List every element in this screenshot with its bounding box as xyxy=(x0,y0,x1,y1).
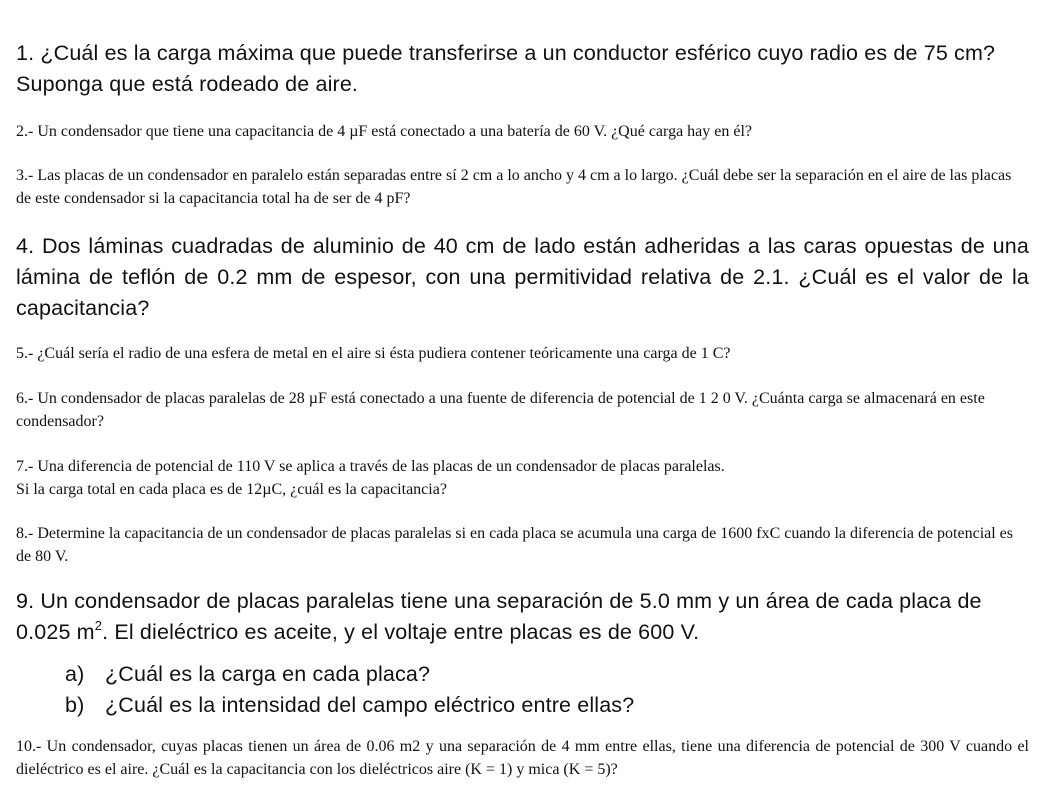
question-3: 3.- Las placas de un condensador en paralelo están separadas entre sí 2 cm a lo ancho y 4 cm a lo largo. ¿Cuál debe ser la separación en el aire de las placas de este condensador si la capacitancia total ha de ser de 4 pF? xyxy=(16,167,1012,207)
question-10: 10.- Un condensador, cuyas placas tienen un área de 0.06 m2 y una separación de 4 mm entre ellas, tiene una diferencia de potencial de 300 V cuando el dieléctrico es el aire. ¿Cuál es la capacitancia con los dieléctricos aire (K = 1) y mica (K = 5)? xyxy=(16,738,1029,778)
item-text: ¿Cuál es la carga en cada placa? xyxy=(105,662,431,686)
question-1: 1. ¿Cuál es la carga máxima que puede transferirse a un conductor esférico cuyo radio es de 75 cm? Suponga que está rodeado de aire. xyxy=(16,41,996,96)
question-6: 6.- Un condensador de placas paralelas de 28 µF está conectado a una fuente de diferencia de potencial de 1 2 0 V. ¿Cuánta carga se almacenará en este condensador? xyxy=(16,390,985,430)
question-5: 5.- ¿Cuál sería el radio de una esfera de metal en el aire si ésta pudiera contener teóricamente una carga de 1 C? xyxy=(16,345,731,362)
question-9-item-b xyxy=(65,690,1029,721)
question-9-item-a xyxy=(65,659,1029,690)
question-7-line-2: Si la carga total en cada placa es de 12µC, ¿cuál es la capacitancia? xyxy=(16,481,447,498)
question-9 xyxy=(16,586,1029,648)
question-9-sublist xyxy=(65,659,1029,721)
question-9-text-after: . El dieléctrico es aceite, y el voltaje entre placas es de 600 V. xyxy=(102,620,700,644)
item-letter: a) xyxy=(65,662,85,686)
item-letter: b) xyxy=(65,693,85,717)
question-9-superscript: 2 xyxy=(94,618,103,633)
question-2: 2.- Un condensador que tiene una capacitancia de 4 µF está conectado a una batería de 60 V. ¿Qué carga hay en él? xyxy=(16,123,753,140)
item-text: ¿Cuál es la intensidad del campo eléctrico entre ellas? xyxy=(105,693,635,717)
question-8: 8.- Determine la capacitancia de un condensador de placas paralelas si en cada placa se acumula una carga de 1600 fxC cuando la diferencia de potencial es de 80 V. xyxy=(16,525,1014,565)
question-4: 4. Dos láminas cuadradas de aluminio de 40 cm de lado están adheridas a las caras opuestas de una lámina de teflón de 0.2 mm de espesor, con una permitividad relativa de 2.1. ¿Cuál es el valor de la capacitancia? xyxy=(16,234,1029,320)
question-7-line-1: 7.- Una diferencia de potencial de 110 V se aplica a través de las placas de un condensador de placas paralelas. xyxy=(16,458,725,475)
question-9-text-before: 9. Un condensador de placas paralelas tiene una separación de 5.0 mm y un área de cada placa de 0.025 m xyxy=(16,589,982,644)
question-7 xyxy=(16,455,1029,501)
